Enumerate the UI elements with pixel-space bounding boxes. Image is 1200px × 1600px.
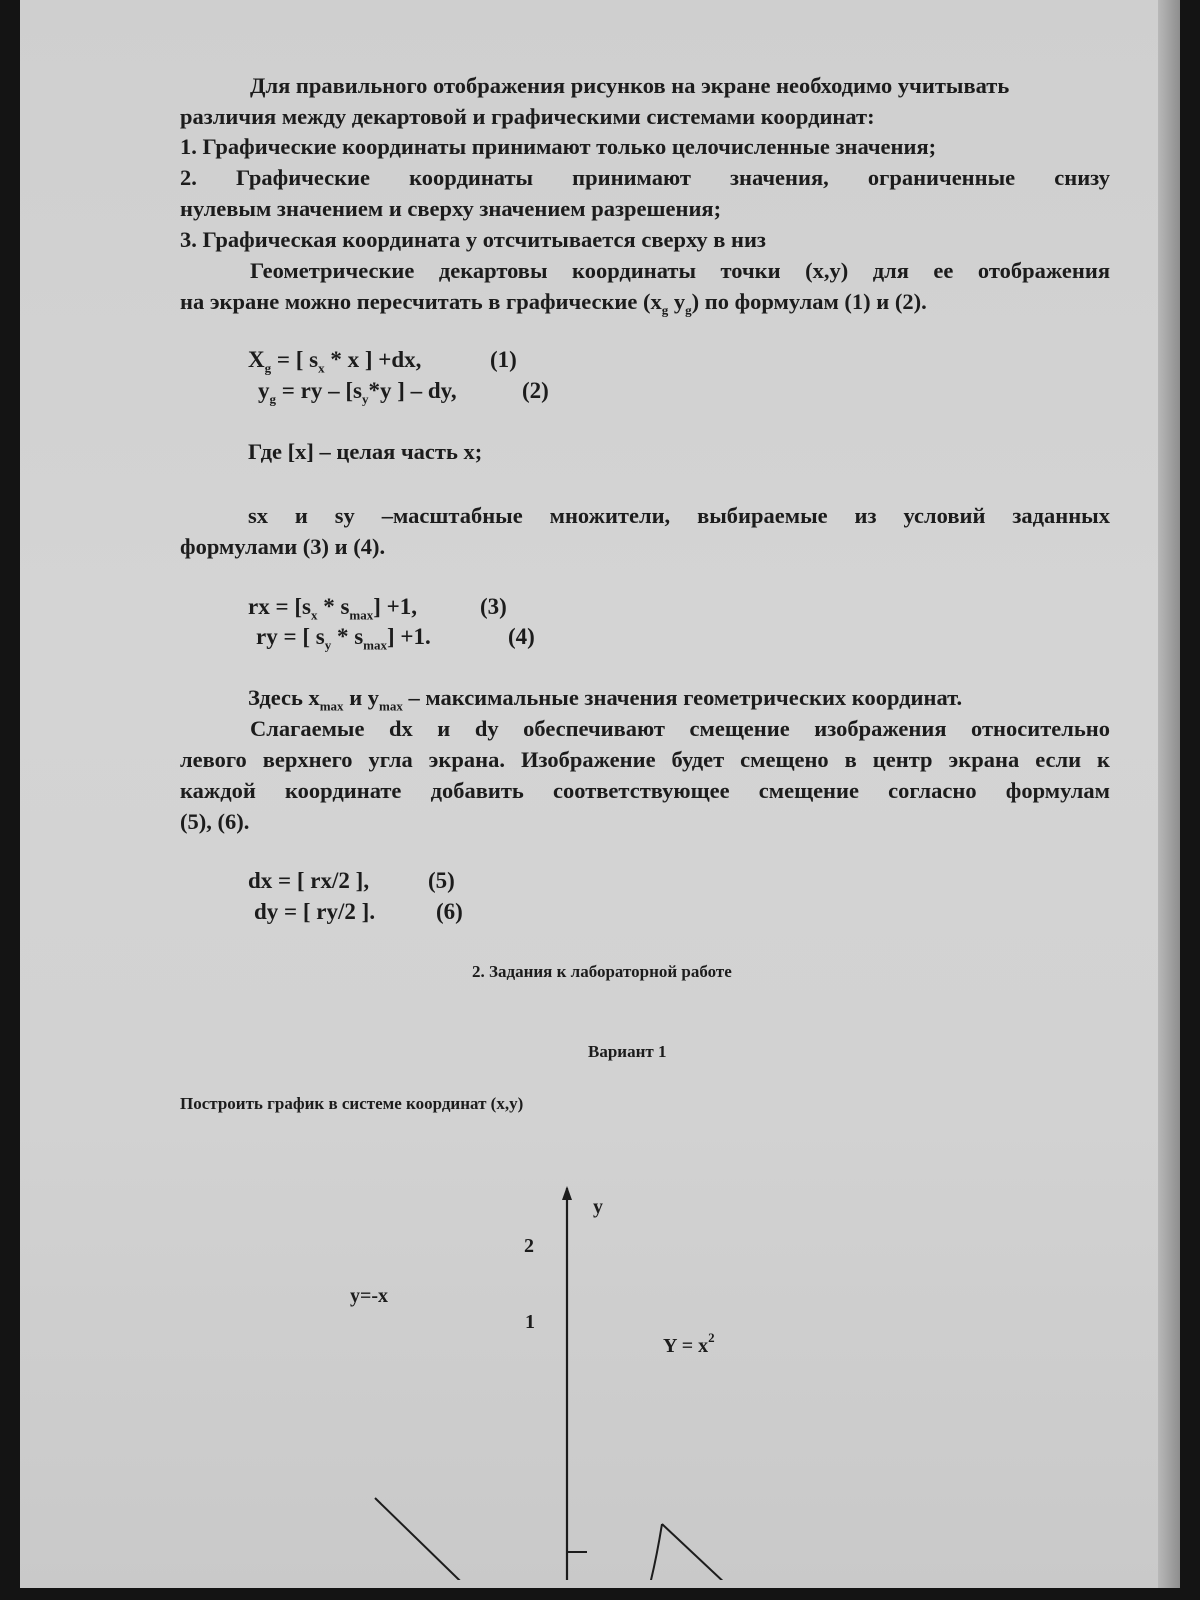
formula-2-number: (2) — [522, 378, 549, 403]
line-label-y-minus-x: y=-x — [350, 1285, 389, 1307]
paragraph-geometric-line-2: на экране можно пересчитать в графические ($x_g$ $y_g$) по формулам (1) и (2). — [180, 289, 927, 318]
max-definition-line: Здесь $x_{max}$ и $y_{max}$ – максимальные значения геометрических координат. — [248, 685, 963, 714]
scale-paragraph-line-1: sx и sy –масштабные множители, выбираемые из условий заданных — [248, 503, 1110, 528]
paragraph-intro-line-2: различия между декартовой и графическими системами координат: — [180, 104, 875, 129]
formula-2: $y_g$ = ry – [$s_y*y$ ] – dy, (2) — [258, 378, 549, 407]
list-item-1: 1. Графические координаты принимают только целочисленные значения; — [180, 134, 937, 159]
formula-1-number: (1) — [490, 347, 517, 372]
list-item-2-line-2: нулевым значением и сверху значением разрешения; — [180, 196, 722, 221]
task-line: Построить график в системе координат (x,y) — [180, 1094, 524, 1113]
formula-3-number: (3) — [480, 594, 507, 619]
formula-6-number: (6) — [436, 899, 463, 924]
offset-paragraph-line-3: каждой координате добавить соответствующее смещение согласно формулам — [180, 778, 1110, 803]
formula-5: dx = [ rx/2 ], (5) — [248, 866, 369, 896]
formula-4-number: (4) — [508, 624, 535, 649]
formula-5-number: (5) — [428, 868, 455, 893]
list-item-3: 3. Графическая координата у отсчитывается сверху в низ — [180, 227, 766, 252]
offset-paragraph-line-1: Слагаемые dx и dy обеспечивают смещение изображения относительно — [250, 716, 1110, 741]
offset-paragraph-line-4: (5), (6). — [180, 809, 250, 834]
y-tick-label-2: 2 — [524, 1235, 534, 1257]
section-heading: 2. Задания к лабораторной работе — [472, 962, 732, 981]
graph-labels — [20, 0, 1180, 1588]
list-item-2-line-1: 2. Графические координаты принимают значения, ограниченные снизу — [180, 165, 1110, 190]
paragraph-intro-line-1: Для правильного отображения рисунков на экране необходимо учитывать — [250, 73, 1010, 98]
formula-1: $X_g$ = [ $s_x$ * x ] +dx, (1) — [248, 347, 517, 376]
scale-paragraph-line-2: формулами (3) и (4). — [180, 534, 386, 559]
y-tick-label-1: 1 — [525, 1311, 535, 1333]
parabola-label: $Y = x^2$ — [663, 1330, 715, 1357]
variant-heading: Вариант 1 — [588, 1042, 667, 1061]
y-axis-label: y — [593, 1196, 603, 1218]
paragraph-geometric-line-1: Геометрические декартовы координаты точки (x,y) для ее отображения — [250, 258, 1110, 283]
document-page — [20, 0, 1180, 1588]
formula-6: dy = [ ry/2 ]. (6) — [254, 897, 375, 927]
formula-3: rx = $[s_x * s_{max}] +1$, (3) — [248, 594, 507, 623]
formula-4: ry = [ $s_y * s_{max}] +1$. (4) — [256, 624, 535, 653]
offset-paragraph-line-2: левого верхнего угла экрана. Изображение будет смещено в центр экрана если к — [180, 747, 1110, 772]
where-definition: Где [x] – целая часть x; — [248, 439, 483, 464]
